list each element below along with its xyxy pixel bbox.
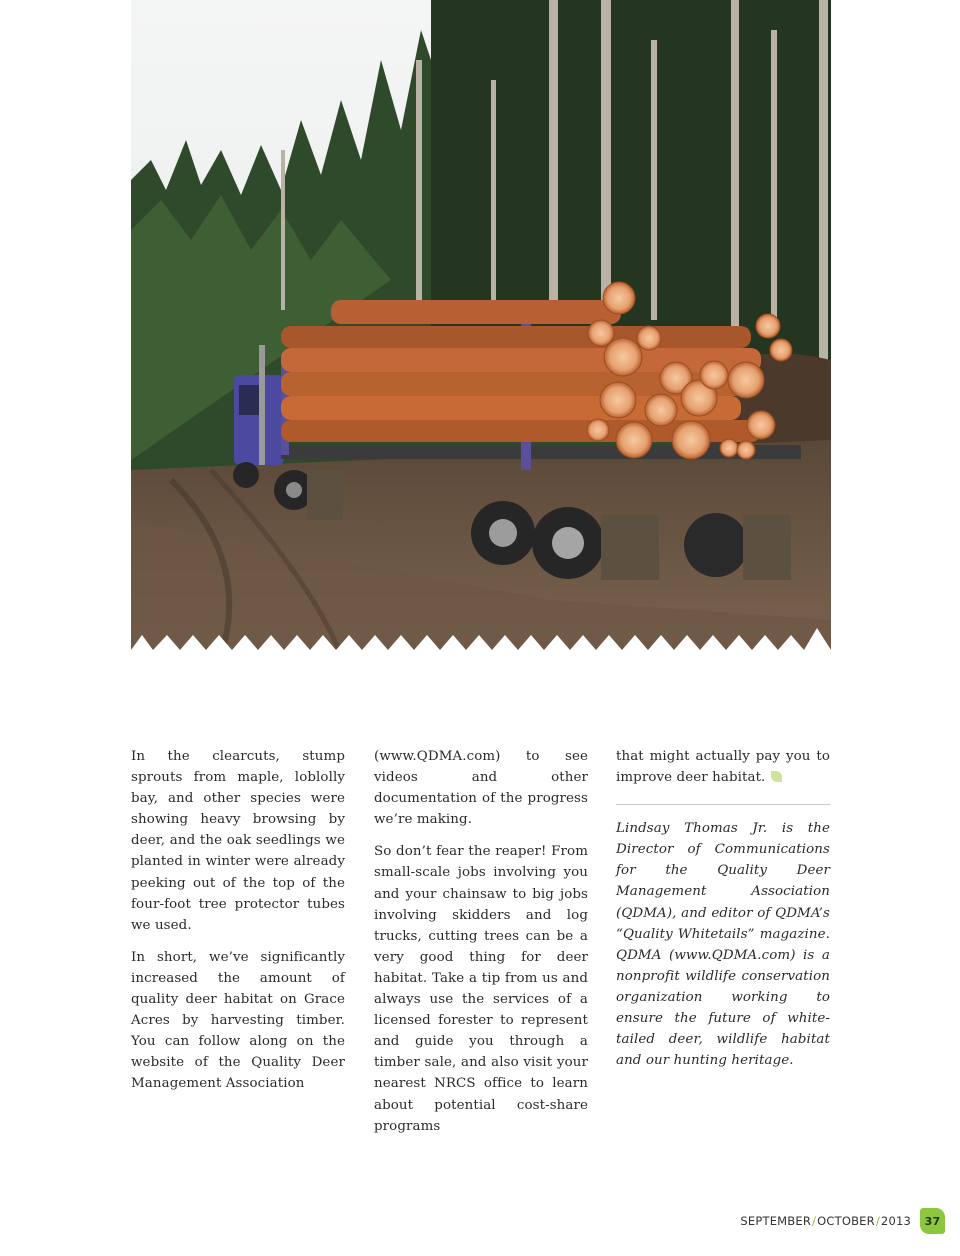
closing-text: that might actually pay you to improve deer habitat.: [616, 749, 830, 786]
paragraph: So don’t fear the reaper! From small-scale jobs involving you and your chainsaw to big jobs involving skidders and log trucks, cutting trees can be a very good thing for deer habitat. Take a tip from us and always use the services of a licensed forester to represent and guide you through a timber sale, and also visit your nearest NRCS office to learn about potential cost-share programs: [374, 844, 588, 1134]
page-footer: [740, 1207, 945, 1235]
issue-slash: /: [875, 1214, 880, 1228]
page-number-badge: 37: [920, 1208, 945, 1234]
paragraph: [616, 746, 830, 788]
divider: [616, 804, 830, 805]
article-column-3: [616, 746, 830, 1082]
end-mark-icon: [771, 771, 782, 782]
paragraph: In the clearcuts, stump sprouts from maple, loblolly bay, and other species were showing heavy browsing by deer, and the oak seedlings we planted in winter were already peeking out of the top of the four-foot tree protector tubes we used.: [131, 749, 345, 933]
issue-year: 2013: [880, 1214, 911, 1228]
issue-month-2: OCTOBER: [817, 1214, 875, 1228]
article-column-2: [374, 746, 588, 1148]
log-truck-photo: [131, 0, 831, 655]
paragraph: In short, we’ve significantly increased the amount of quality deer habitat on Grace Acres by harvesting timber. You can follow along on the website of the Quality Deer Management Association: [131, 949, 345, 1092]
article-column-1: [131, 746, 345, 1106]
paragraph: (www.QDMA.com) to see videos and other documentation of the progress we’re making.: [374, 749, 588, 828]
author-bio: Lindsay Thomas Jr. is the Director of Communications for the Quality Deer Management Association (QDMA), and editor of QDMA’s “Quality Whitetails” magazine. QDMA (www.QDMA.com) is a nonprofit wildlife conservation organization working to ensure the future of white-tailed deer, wildlife habitat and our hunting heritage.: [616, 821, 830, 1069]
issue-slash: /: [812, 1214, 817, 1228]
issue-month-1: SEPTEMBER: [740, 1214, 812, 1228]
